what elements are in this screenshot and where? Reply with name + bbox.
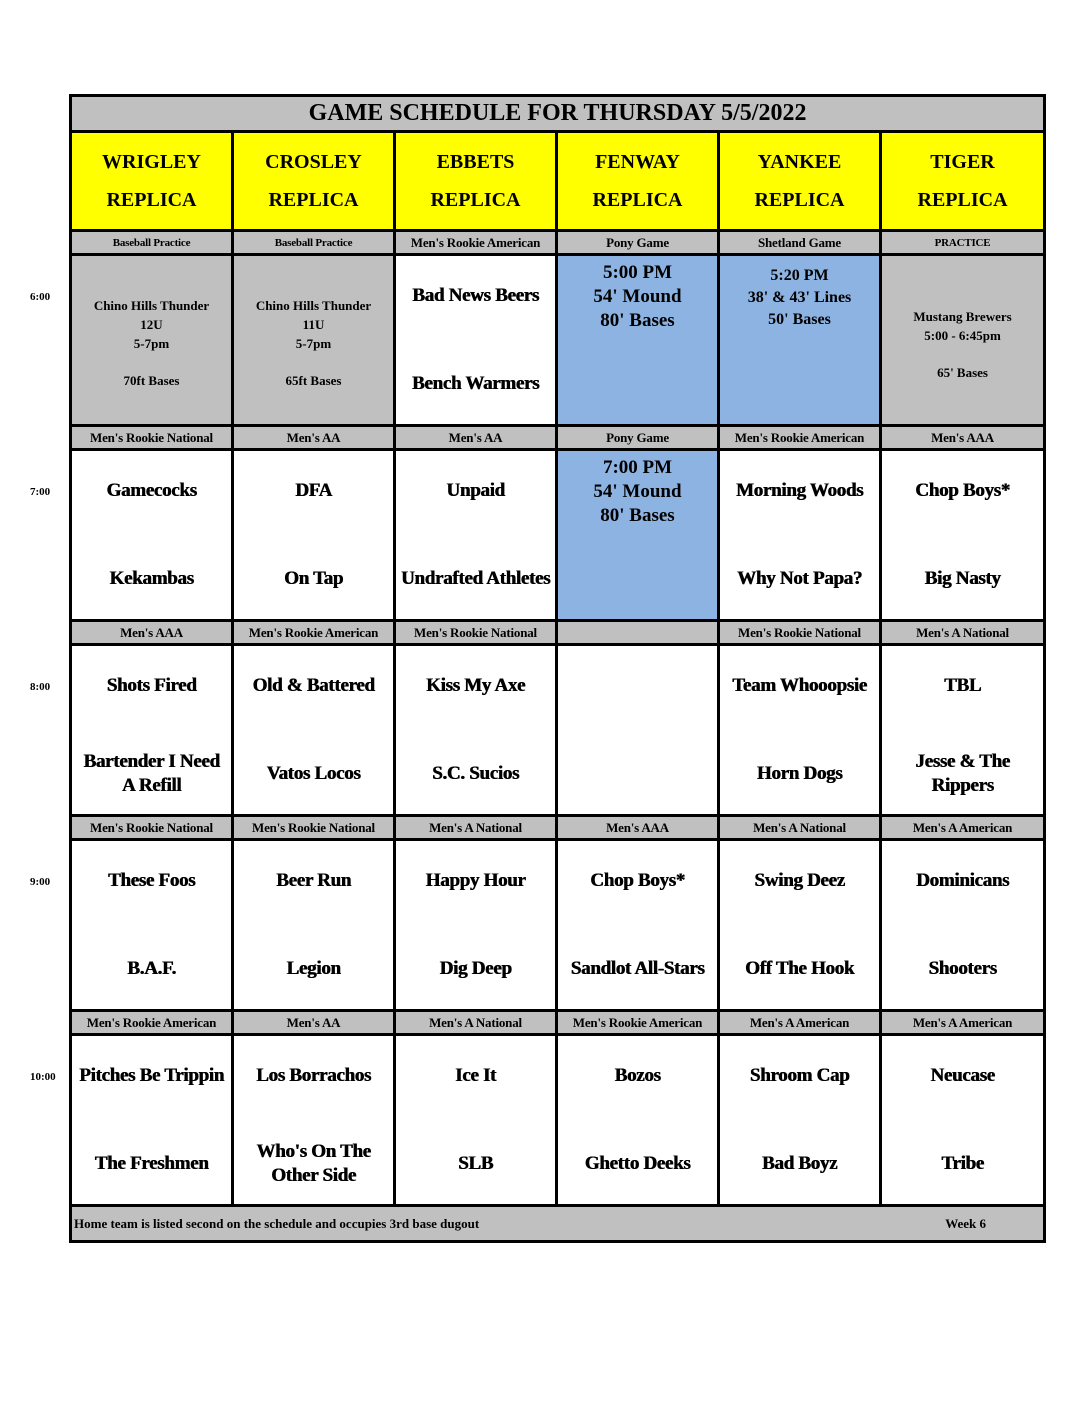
game-cell [557,840,719,1011]
division-label [557,621,719,645]
home-team: Legion [286,958,341,979]
game-cell [395,1035,557,1206]
home-team-note: Home team is listed second on the schedule and occupies 3rd base dugout [74,1215,480,1231]
away-team: Old & Battered [252,675,375,696]
away-team: Ice It [455,1065,496,1086]
division-label: Pony Game [557,231,719,255]
division-label: Men's AAA [557,816,719,840]
pony-game-cell: 7:00 PM 54' Mound 80' Bases [557,450,719,621]
home-team: Horn Dogs [756,763,843,784]
home-team: Dig Deep [439,958,512,979]
division-label: PRACTICE [881,231,1045,255]
time-label-6: 6:00 [30,291,51,303]
home-team: SLB [457,1153,493,1174]
practice-cell: Chino Hills Thunder 11U 5-7pm 65ft Bases [233,255,395,426]
game-cell [395,645,557,816]
away-team: Shroom Cap [749,1065,850,1086]
away-team: These Foos [107,870,196,891]
home-team: S.C. Sucios [432,763,519,784]
division-label: Men's Rookie American [71,1011,233,1035]
division-label: Men's AA [395,426,557,450]
schedule-footer [71,1206,1045,1242]
schedule-title: GAME SCHEDULE FOR THURSDAY 5/5/2022 [71,96,1045,132]
away-team: Team Whooopsie [732,675,867,696]
home-team [634,734,642,814]
game-cell [71,450,233,621]
practice-cell: Mustang Brewers 5:00 - 6:45pm 65' Bases [881,255,1045,426]
away-team: TBL [943,675,982,696]
division-label: Men's Rookie National [233,816,395,840]
division-label: Men's A National [395,816,557,840]
field-header-yankee: YANKEE REPLICA [719,132,881,231]
game-cell [233,645,395,816]
away-team: Gamecocks [106,480,197,501]
practice-cell: Chino Hills Thunder 12U 5-7pm 70ft Bases [71,255,233,426]
division-label: Men's AAA [881,426,1045,450]
away-team [634,646,642,726]
schedule-table [69,94,1046,1243]
division-label: Men's Rookie National [395,621,557,645]
game-cell [395,255,557,426]
home-team: Jesse & The Rippers [915,751,1010,796]
field-header-tiger: TIGER REPLICA [881,132,1045,231]
game-cell [233,840,395,1011]
division-label: Men's Rookie American [395,231,557,255]
away-team: Chop Boys* [915,480,1010,501]
away-team: Beer Run [276,870,351,891]
away-team: Bozos [614,1065,661,1086]
division-label: Men's A National [719,816,881,840]
away-team: Kiss My Axe [425,675,526,696]
division-label: Men's A National [395,1011,557,1035]
game-cell [395,840,557,1011]
game-cell [881,1035,1045,1206]
field-header-crosley: CROSLEY REPLICA [233,132,395,231]
away-team: Unpaid [446,480,505,501]
game-cell [71,840,233,1011]
week-label: Week 6 [945,1215,987,1231]
shetland-game-cell: 5:20 PM 38' & 43' Lines 50' Bases [719,255,881,426]
game-cell [233,450,395,621]
division-label: Men's Rookie American [557,1011,719,1035]
game-cell [881,450,1045,621]
game-cell [233,1035,395,1206]
game-cell [881,840,1045,1011]
division-label: Men's Rookie National [719,621,881,645]
division-label: Men's A American [719,1011,881,1035]
home-team: Kekambas [109,568,194,589]
home-team: Tribe [941,1153,984,1174]
home-team: Why Not Papa? [737,568,862,589]
home-team: Vatos Locos [266,763,361,784]
home-team: Who's On The Other Side [256,1141,371,1186]
time-label-7: 7:00 [30,486,51,498]
home-team: Bartender I Need A Refill [83,751,220,796]
time-label-10: 10:00 [30,1071,56,1083]
home-team: Bad Boyz [761,1153,838,1174]
away-team: Shots Fired [106,675,197,696]
home-team: Shooters [928,958,997,979]
away-team: Dominicans [915,870,1010,891]
division-label: Men's A National [881,621,1045,645]
away-team: DFA [295,480,332,501]
home-team: The Freshmen [94,1153,209,1174]
game-cell [719,645,881,816]
away-team: Bad News Beers [412,285,539,306]
empty-game-cell [557,645,719,816]
game-cell [71,645,233,816]
home-team: Undrafted Athletes [400,568,551,589]
division-label: Men's Rookie National [71,426,233,450]
game-cell [557,1035,719,1206]
division-label: Men's AA [233,1011,395,1035]
division-label: Shetland Game [719,231,881,255]
home-team: Ghetto Deeks [584,1153,691,1174]
division-label: Baseball Practice [233,231,395,255]
division-label: Men's AAA [71,621,233,645]
away-team: Neucase [930,1065,995,1086]
away-team: Los Borrachos [256,1065,371,1086]
game-cell [71,1035,233,1206]
away-team: Happy Hour [425,870,526,891]
away-team: Morning Woods [735,480,864,501]
away-team: Swing Deez [754,870,845,891]
time-label-8: 8:00 [30,681,51,693]
game-cell [881,645,1045,816]
home-team: Sandlot All-Stars [570,958,705,979]
field-header-wrigley: WRIGLEY REPLICA [71,132,233,231]
division-label: Baseball Practice [71,231,233,255]
time-label-9: 9:00 [30,876,51,888]
field-header-fenway: FENWAY REPLICA [557,132,719,231]
home-team: Off The Hook [744,958,854,979]
game-cell [719,840,881,1011]
division-label: Men's Rookie American [719,426,881,450]
home-team: B.A.F. [127,958,176,979]
division-label: Pony Game [557,426,719,450]
game-cell [719,450,881,621]
game-cell [719,1035,881,1206]
home-team: On Tap [284,568,343,589]
division-label: Men's A American [881,816,1045,840]
division-label: Men's A American [881,1011,1045,1035]
field-header-ebbets: EBBETS REPLICA [395,132,557,231]
division-label: Men's Rookie American [233,621,395,645]
home-team: Bench Warmers [411,373,540,394]
game-cell [395,450,557,621]
home-team: Big Nasty [924,568,1001,589]
division-label: Men's AA [233,426,395,450]
pony-game-cell: 5:00 PM 54' Mound 80' Bases [557,255,719,426]
away-team: Chop Boys* [590,870,685,891]
division-label: Men's Rookie National [71,816,233,840]
away-team: Pitches Be Trippin [79,1065,224,1086]
